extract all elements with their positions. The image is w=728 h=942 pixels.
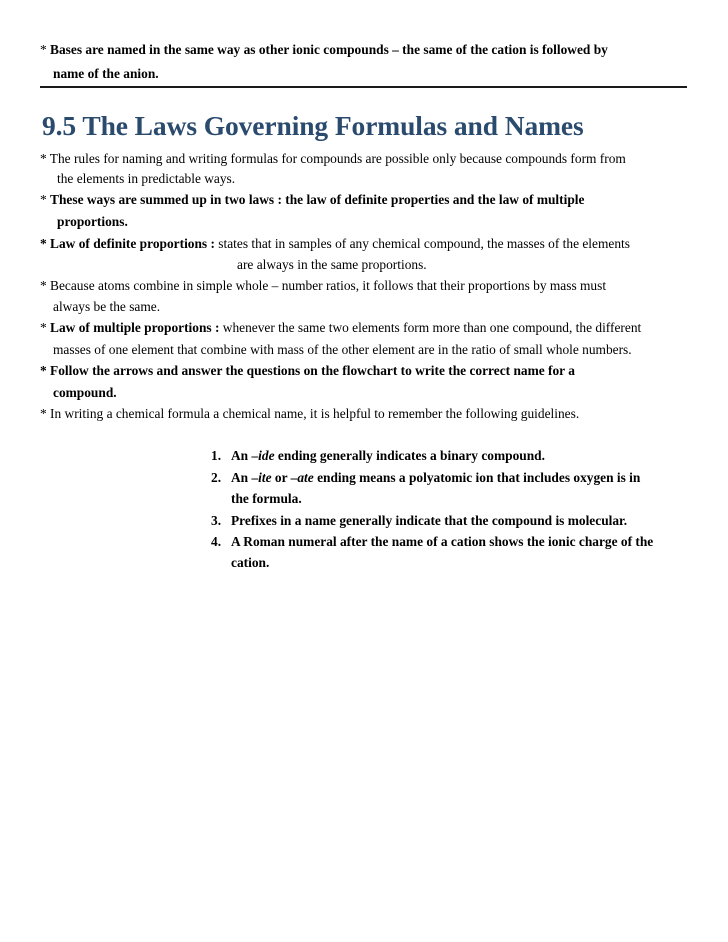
paragraph-6-line-2: compound.	[53, 385, 117, 400]
guideline-1-suffix: ide	[258, 448, 275, 463]
paragraph-3-line-2: are always in the same proportions.	[237, 257, 427, 272]
paragraph-1-line-1: * The rules for naming and writing formulas for compounds are possible only because compounds form from	[40, 151, 626, 166]
guideline-2-part-b: or –	[271, 470, 298, 485]
definite-proportions-term: * Law of definite proportions :	[40, 236, 215, 251]
paragraph-5-bullet: *	[40, 320, 51, 335]
guideline-1-number: 1.	[211, 448, 222, 463]
paragraph-2-line-1	[40, 190, 584, 210]
paragraph-4-line-1: * Because atoms combine in simple whole – number ratios, it follows that their proportions by mass must	[40, 278, 607, 293]
guideline-2-part-a: An –	[231, 470, 259, 485]
guideline-2-suffix-ite: ite	[258, 470, 272, 485]
paragraph-2-text-1: These ways are summed up in two laws : the law of definite properties and the law of multiple	[50, 192, 585, 207]
paragraph-7-line-1: * In writing a chemical formula a chemical name, it is helpful to remember the following guidelines.	[40, 406, 580, 421]
guideline-4-text: A Roman numeral after the name of a cation shows the ionic charge of the	[231, 534, 654, 549]
guideline-3-number: 3.	[211, 513, 222, 528]
multiple-proportions-term: Law of multiple proportions :	[50, 320, 220, 335]
paragraph-4-line-2: always be the same.	[53, 299, 161, 314]
paragraph-5-line-1	[40, 318, 641, 338]
paragraph-5-text-1: whenever the same two elements form more than one compound, the different	[219, 320, 642, 335]
intro-line-2: name of the anion.	[53, 66, 159, 81]
guideline-1-text	[231, 446, 545, 466]
paragraph-3-text-1: states that in samples of any chemical compound, the masses of the elements	[214, 236, 630, 251]
intro-text-1: Bases are named in the same way as other ionic compounds – the same of the cation is followed by	[50, 42, 608, 57]
paragraph-1-line-2: the elements in predictable ways.	[57, 171, 236, 186]
guideline-4-number: 4.	[211, 534, 222, 549]
paragraph-3-line-1	[40, 234, 630, 254]
guideline-2-line-2: the formula.	[231, 491, 302, 506]
paragraph-6-line-1: * Follow the arrows and answer the questions on the flowchart to write the correct name for a	[40, 363, 575, 378]
guideline-1-part-a: An –	[231, 448, 259, 463]
guideline-3-text: Prefixes in a name generally indicate that the compound is molecular.	[231, 513, 628, 528]
paragraph-2-line-2: proportions.	[57, 214, 128, 229]
guideline-2-text	[231, 468, 640, 488]
intro-bullet: *	[40, 42, 51, 57]
horizontal-rule	[40, 86, 687, 88]
intro-line-1	[40, 40, 608, 60]
guideline-1-part-b: ending generally indicates a binary compound.	[274, 448, 545, 463]
guideline-2-part-c: ending means a polyatomic ion that includes oxygen is in	[313, 470, 641, 485]
guideline-4-line-2: cation.	[231, 555, 270, 570]
guideline-2-suffix-ate: ate	[297, 470, 314, 485]
section-heading: 9.5 The Laws Governing Formulas and Names	[42, 110, 584, 141]
paragraph-2-bullet: *	[40, 192, 51, 207]
guideline-2-number: 2.	[211, 470, 222, 485]
paragraph-5-line-2: masses of one element that combine with mass of the other element are in the ratio of small whole numbers.	[53, 342, 632, 357]
